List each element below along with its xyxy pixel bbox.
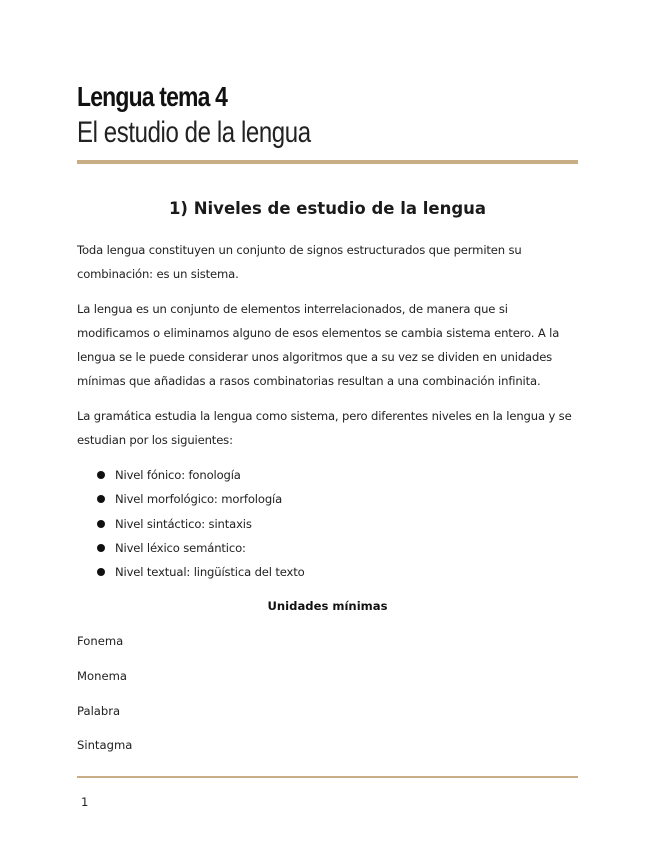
list-item: [77, 487, 578, 511]
bullet-icon: [97, 568, 105, 576]
list-item-text: Nivel textual: lingüística del texto: [115, 565, 305, 580]
document-subtitle: El estudio de la lengua: [77, 116, 311, 149]
list-item-text: Nivel morfológico: morfología: [115, 492, 283, 507]
document-title: Lengua tema 4: [77, 81, 228, 112]
bullet-icon: [97, 520, 105, 528]
paragraph-2: La lengua es un conjunto de elementos interrelacionados, de manera que si modificamos o eliminamos alguno de esos elementos se cambia sistema entero. A la lengua se le puede considerar unos algoritmos que a su vez se dividen en unidades mínimas que añadidas a rasos combinatorias resultan a una combinación infinita.: [77, 302, 560, 388]
title-divider: [77, 160, 578, 164]
section-heading: 1) Niveles de estudio de la lengua: [168, 199, 487, 218]
unit-item: Sintagma: [77, 738, 133, 752]
units-heading: Unidades mínimas: [267, 599, 388, 613]
unit-item: Palabra: [77, 704, 121, 718]
list-item: [77, 536, 578, 560]
footer-divider: [77, 776, 578, 778]
list-item: [77, 512, 578, 536]
bullet-icon: [97, 495, 105, 503]
page-number: 1: [81, 795, 89, 809]
bullet-icon: [97, 471, 105, 479]
unit-item: Fonema: [77, 634, 124, 648]
levels-list: [77, 463, 578, 584]
list-item: [77, 463, 578, 487]
paragraph-1: Toda lengua constituyen un conjunto de signos estructurados que permiten su combinación: es un sistema.: [77, 243, 522, 281]
list-item-text: Nivel fónico: fonología: [115, 468, 241, 482]
list-item-text: Nivel sintáctico: sintaxis: [115, 516, 252, 531]
unit-item: Monema: [77, 669, 127, 683]
paragraph-3: La gramática estudia la lengua como sistema, pero diferentes niveles en la lengua y se estudian por los siguientes:: [77, 409, 572, 447]
list-item-text: Nivel léxico semántico:: [115, 540, 246, 555]
bullet-icon: [97, 544, 105, 552]
list-item: [77, 560, 578, 584]
